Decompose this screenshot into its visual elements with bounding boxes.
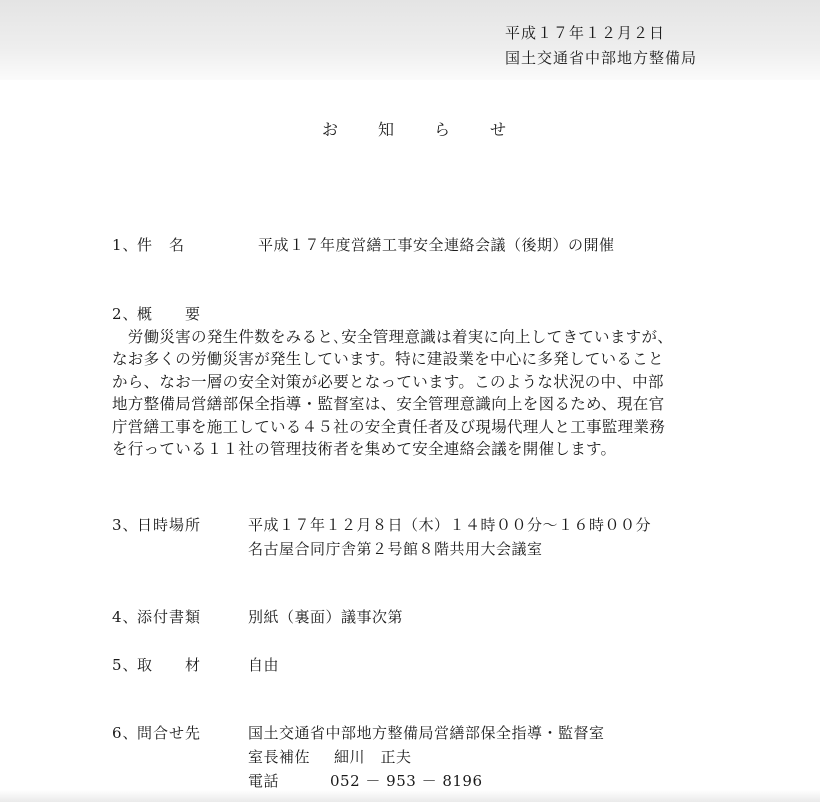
attachment-value: 別紙（裏面）議事次第 bbox=[248, 608, 404, 626]
meeting-datetime: 平成１７年１２月８日（木）１４時００分～１６時００分 bbox=[248, 516, 652, 534]
item-1-label: 件 名 bbox=[137, 236, 186, 254]
item-4-number: 4、 bbox=[112, 608, 139, 626]
scan-shadow-bottom bbox=[0, 790, 820, 802]
item-2-label: 概 要 bbox=[137, 305, 202, 323]
coverage-value: 自由 bbox=[248, 656, 280, 674]
item-1-value: 平成１７年度営繕工事安全連絡会議（後期）の開催 bbox=[258, 236, 615, 254]
overview-line: なお多くの労働災害が発生しています。特に建設業を中心に多発していること bbox=[112, 350, 664, 369]
overview-line: 労働災害の発生件数をみると､安全管理意識は着実に向上してきていますが、 bbox=[112, 328, 674, 346]
item-3-number: 3、 bbox=[112, 516, 139, 534]
overview-line: 地方整備局営繕部保全指導・監督室は、安全管理意識向上を図るため、現在官 bbox=[112, 395, 665, 414]
item-6-number: 6、 bbox=[112, 724, 139, 742]
contact-phone-number: 052 － 953 － 8196 bbox=[330, 772, 483, 790]
title-char: お bbox=[322, 120, 339, 139]
contact-person-name: 細川 正夫 bbox=[334, 748, 412, 766]
item-3-label: 日時場所 bbox=[137, 516, 202, 534]
item-2-number: 2、 bbox=[112, 305, 139, 323]
issue-date: 平成１７年１２月２日 bbox=[505, 24, 666, 42]
contact-office: 国土交通省中部地方整備局営繕部保全指導・監督室 bbox=[248, 724, 605, 742]
overview-paragraph bbox=[112, 326, 712, 460]
issuer-name: 国土交通省中部地方整備局 bbox=[505, 49, 698, 67]
item-5-label: 取 材 bbox=[137, 656, 202, 674]
scan-shadow-top bbox=[0, 0, 820, 80]
overview-line: 庁営繕工事を施工している４５社の安全責任者及び現場代理人と工事監理業務 bbox=[112, 417, 666, 436]
title-char: 知 bbox=[378, 120, 395, 139]
item-5-number: 5、 bbox=[112, 656, 139, 674]
contact-phone-label: 電話 bbox=[248, 772, 280, 790]
overview-line: を行っている１１社の管理技術者を集めて安全連絡会議を開催します。 bbox=[112, 440, 617, 459]
item-1-number: 1、 bbox=[112, 236, 139, 254]
title-char: せ bbox=[490, 120, 507, 139]
page-title bbox=[322, 117, 506, 140]
item-4-label: 添付書類 bbox=[137, 608, 202, 626]
title-char: ら bbox=[434, 120, 451, 139]
overview-line: から、なお一層の安全対策が必要となっています。このような状況の中、中部 bbox=[112, 372, 664, 391]
contact-person-title: 室長補佐 bbox=[248, 748, 311, 766]
meeting-place: 名古屋合同庁舎第２号館８階共用大会議室 bbox=[248, 540, 543, 558]
item-6-label: 問合せ先 bbox=[137, 724, 202, 742]
